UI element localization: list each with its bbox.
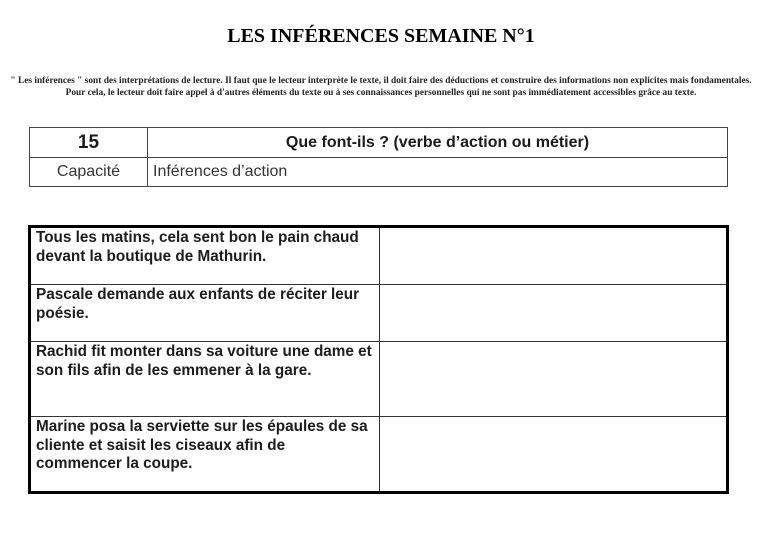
capacity-label: Capacité: [30, 158, 148, 187]
exercise-row: [31, 285, 726, 342]
info-header-row: [30, 128, 728, 158]
sentence-cell: Marine posa la serviette sur les épaules de sa cliente et saisit les ciseaux afin de commencer la coupe.: [31, 417, 380, 491]
exercise-number: 15: [30, 128, 148, 158]
exercise-table: [28, 225, 729, 494]
sentence-cell: Pascale demande aux enfants de réciter leur poésie.: [31, 285, 380, 341]
info-capacity-row: [30, 158, 728, 187]
exercise-row: [31, 342, 726, 417]
sentence-cell: Rachid fit monter dans sa voiture une dame et son fils afin de les emmener à la gare.: [31, 342, 380, 416]
exercise-row: [31, 228, 726, 285]
intro-paragraph: " Les inférences " sont des interprétations de lecture. Il faut que le lecteur interprète le texte, il doit faire des déductions et construire des informations non explicites mais fondamentales. Pour cela, le lecteur doit faire appel à d'autres éléments du texte ou à ses connaissances personnelles qui ne sont pas immédiatement accessibles grâce au texte.: [10, 76, 752, 98]
exercise-question: Que font-ils ? (verbe d’action ou métier): [148, 128, 728, 158]
exercise-row: [31, 417, 726, 491]
page-title: LES INFÉRENCES SEMAINE N°1: [227, 25, 535, 47]
answer-cell[interactable]: [380, 228, 726, 284]
answer-cell[interactable]: [380, 417, 726, 491]
info-table: [29, 127, 728, 187]
sentence-cell: Tous les matins, cela sent bon le pain chaud devant la boutique de Mathurin.: [31, 228, 380, 284]
answer-cell[interactable]: [380, 342, 726, 416]
answer-cell[interactable]: [380, 285, 726, 341]
capacity-value: Inférences d’action: [148, 158, 728, 187]
